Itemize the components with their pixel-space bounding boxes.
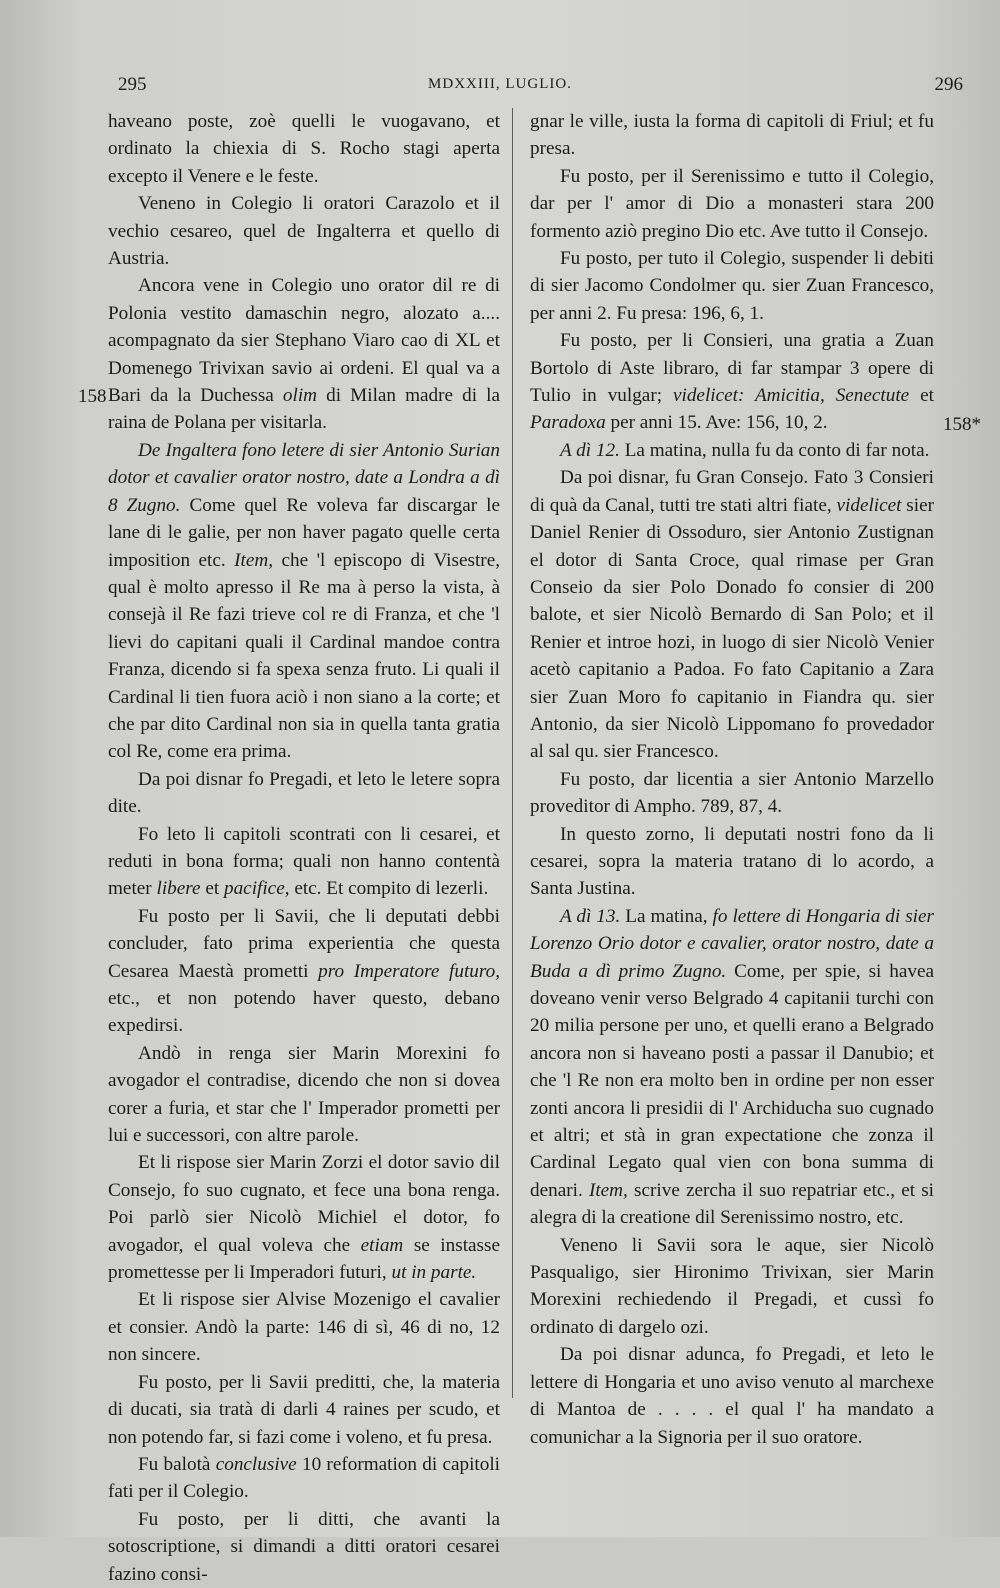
paragraph: Fu posto, per li Savii preditti, che, la materia di ducati, sia tratà di darli 4 raines per scudo, et non potendo far, si fazi come i voleno, et fu presa. [108,1371,500,1448]
paragraph: Veneno in Colegio li oratori Carazolo et il vechio cesareo, quel de Ingalterra et quello di Austria. [108,193,500,270]
paragraph: Da poi disnar aduncа, fo Pregadi, et leto le lettere di Hongaria et uno aviso venuto al marchexe di Mantoa de . . . . el qual l' ha mandato a comunichar a la Signoria per il suo oratore. [530,1344,934,1448]
left-column [108,108,500,1588]
margin-note-right: 158* [943,414,981,435]
paragraph: Fu posto, per li Consieri, una gratia a Zuan Bortolo di Aste libraro, di far stampar 3 opere di Tulio in vulgar; videlicet: Amicitia, Senectute et Paradoxa per anni 15. Ave: 156, 10, 2. [530,330,934,434]
paragraph: haveano poste, zoè quelli le vuogavano, et ordinato la chiexia di S. Rocho stagi aperta excepto il Venere e le feste. [108,111,500,187]
paragraph: A dì 13. La matina, fo lettere di Hongaria di sier Lorenzo Orio dotor e cavalier, orator nostro, date a Buda a dì primo Zugno. Come, per spie, si havea doveano venir verso Belgrado 4 capitanii turchi con 20 milia persone per uno, et quelli erano a Belgrado ancora non si haveano posti a passar il Danubio; et che 'l Re non era molto ben in ordine per non esser zonti ancora li presidii di l' Archiducha suo cugnado et altri; et stà in gran expectatione che zonza il Cardinal Legato qual vien con bona summa di denari. Item, scrive zercha il suo repatriar etc., et si alegra di la creatione dil Serenissimo nostro, etc. [530,905,935,1229]
paragraph: A dì 12. La matina, nulla fu da conto di far nota. [560,439,930,461]
paragraph: Andò in renga sier Marin Morexini fo avogador el contradise, dicendo che non si dovea corer a furia, et star che l' Imperador prometti per lui e successori, con altre parole. [108,1042,500,1147]
paragraph: Fu balotà conclusive 10 reformation di capitoli fati per il Colegio. [108,1453,501,1503]
paragraph: Ancora vene in Colegio uno orator dil re di Polonia vestito damaschin negro, alozato a.... acompagnato da sier Stephano Viaro cao di XL et Domenego Trivixan savio ai ordeni. El qual va a Bari da la Duchessa olim di Milan madre di la raina de Polana per visitarla. [108,275,501,434]
paragraph: Fu posto, per il Serenissimo e tutto il Colegio, dar per l' amor di Dio a monasteri stara 200 formento aziò pregino Dio etc. Ave tutto il Consejo. [530,165,934,242]
right-column [530,108,934,1451]
paragraph: gnar le ville, iusta la forma di capitoli di Friul; et fu presa. [530,111,934,160]
paragraph: In questo zorno, li deputati nostri fono da li cesarei, sopra la materia tratano di lo acordo, a Santa Justina. [530,823,934,900]
page-number-left: 295 [118,74,147,95]
paragraph: Fu posto, per tuto il Colegio, suspender li debiti di sier Jacomo Condolmer qu. sier Zuan Francesco, per anni 2. Fu presa: 196, 6, 1. [530,248,934,324]
running-title: MDXXIII, LUGLIO. [428,76,572,92]
paragraph: Fu posto per li Savii, che li deputati debbi concluder, fato prima experientia che questa Cesarea Maestà prometti pro Imperatore futuro, etc., et non potendo haver questo, debano expedirsi. [108,905,501,1037]
page-header [0,66,1000,96]
column-divider [512,108,513,1398]
page-number-right: 296 [934,74,963,95]
paragraph: Et li rispose sier Alvise Mozenigo el cavalier et consier. Andò la parte: 146 di sì, 46 di no, 12 non sincere. [108,1289,500,1366]
paragraph: Fu posto, per li ditti, che avanti la sotoscriptione, si dimandi a ditti oratori cesarei fazino consi- [108,1508,500,1585]
paragraph: Fo leto li capitoli scontrati con li cesarei, et reduti in bona forma; quali non hanno contentà meter libere et pacifice, etc. Et compito di lezerli. [108,823,500,900]
paragraph: De Ingaltera fono letere di sier Antonio Surian dotor et cavalier orator nostro, date a Londra a dì 8 Zugno. Come quel Re voleva far discargar le lane di le galie, per non haver pagato quelle certa imposition etc. Item, che 'l episcopo di Visestre, qual è molto apresso il Re ma à perso la vista, à consejà il Re fazi trieve col re di Franza, et che 'l lievi do capitani quali il Cardinal mandoe contra Franza, dicendo si fa spexa senza fruto. Li quali il Cardinal li tien fuora aciò i non siano a la corte; et che par dito Cardinal non sia in quella tanta gratia col Re, come era prima. [108,439,501,763]
paragraph: Fu posto, dar licentia a sier Antonio Marzello proveditor di Ampho. 789, 87, 4. [530,768,934,818]
paragraph: Veneno li Savii sora le aque, sier Nicolò Pasqualigo, sier Hironimo Trivixan, sier Marin Morexini rechiedendo il Pregadi, et cussì fo ordinato di dargelo ozi. [530,1234,934,1338]
paragraph: Da poi disnar fo Pregadi, et leto le letere sopra dite. [108,768,500,818]
paragraph: Et li rispose sier Marin Zorzi el dotor savio dil Consejo, fo suo cugnato, et fece una bona renga. Poi parlò sier Nicolò Michiel el dotor, fo avogador, el qual voleva che etiam se instasse promettesse per li Imperadori futuri, ut in parte. [108,1152,500,1284]
paragraph: Da poi disnar, fu Gran Consejo. Fato 3 Consieri di quà da Canal, tutti tre stati altri fiate, videlicet sier Daniel Renier di Ossoduro, sier Antonio Zustignan el dotor di Santa Croce, qual rimase per Gran Conseio da sier Polo Donado fo consier di 200 balote, et sier Nicolò Bernardo di San Polo; et il Renier et introe hozi, in luogo di sier Nicolò Venier acetò capitanio a Padoa. Fo fato Capitanio a Zara sier Zuan Moro fo capitanio in Fiandra qu. sier Antonio, da sier Nicolò Lippomano fo provedador al sal qu. sier Francesco. [530,467,935,763]
margin-note-left: 158 [78,386,107,407]
